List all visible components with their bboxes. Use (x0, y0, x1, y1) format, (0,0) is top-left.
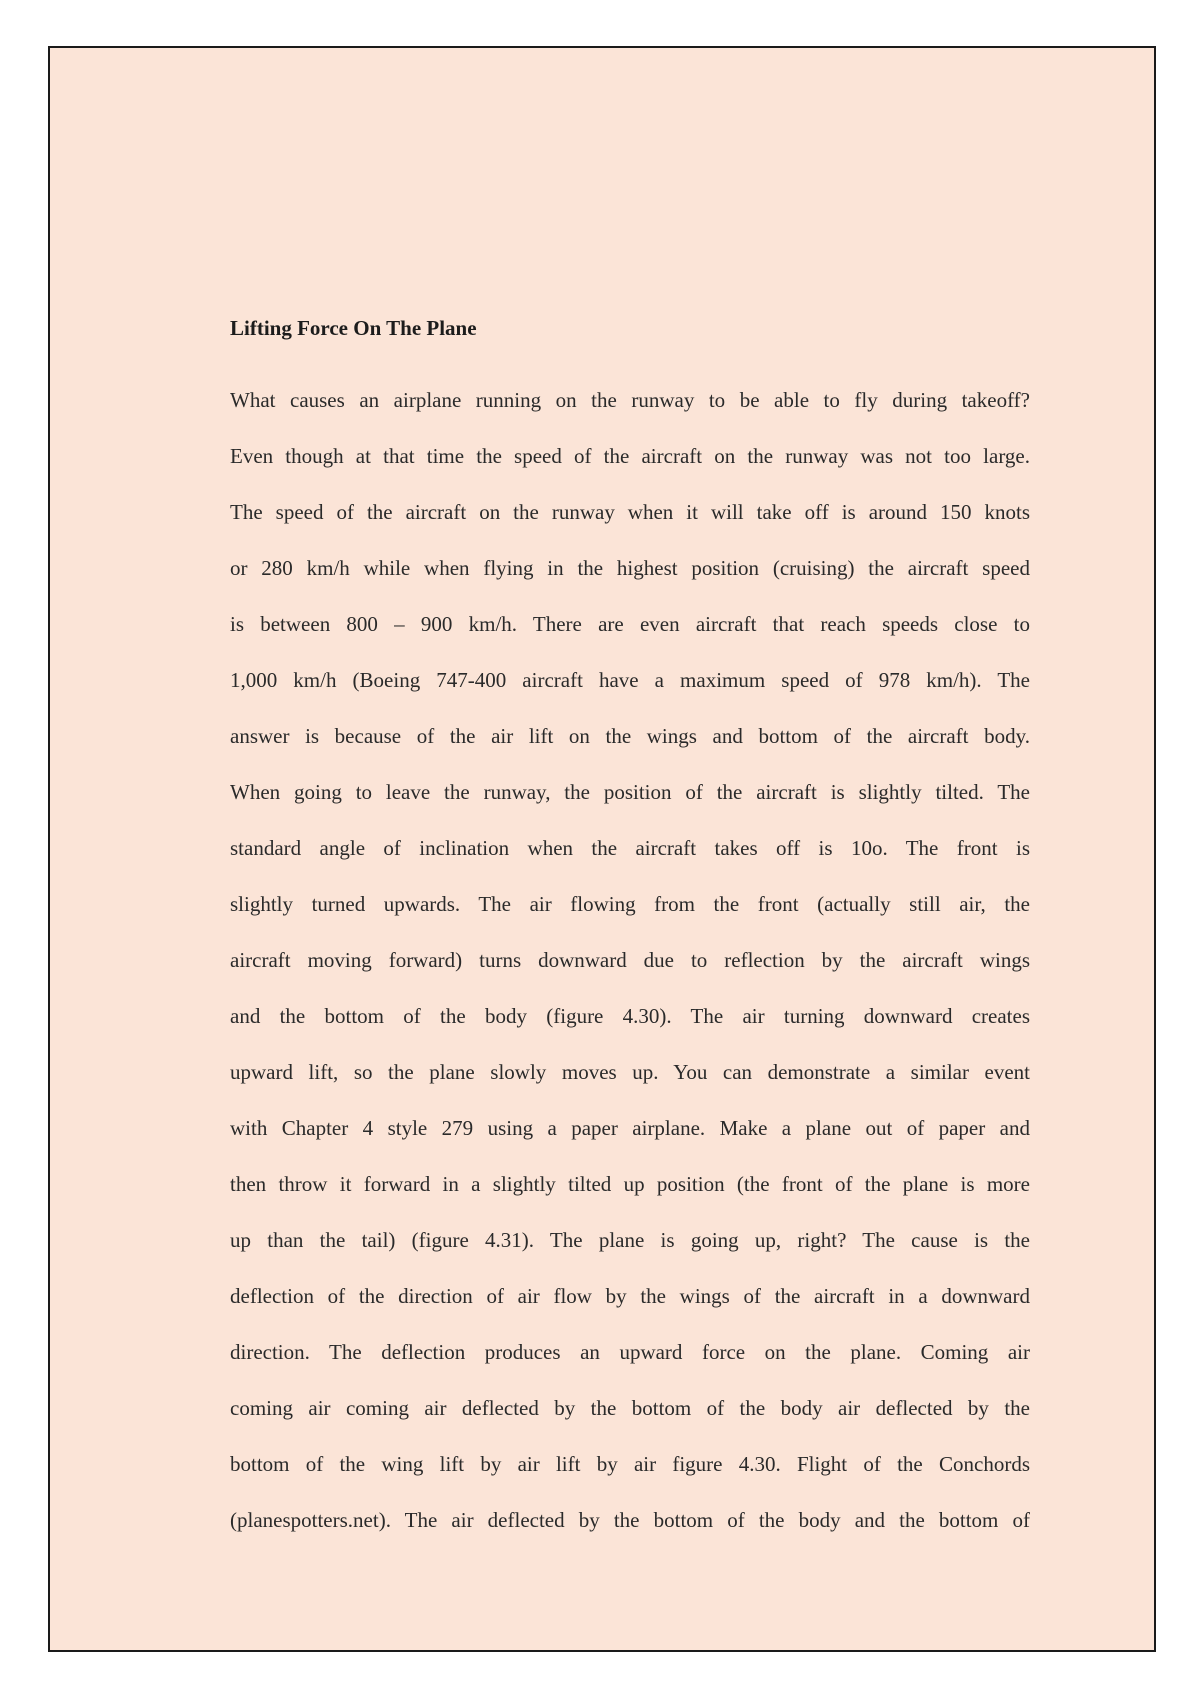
text-line: upward lift, so the plane slowly moves up. You can demonstrate a similar event (230, 1060, 1030, 1084)
document-body (230, 372, 1030, 1548)
text-line: with Chapter 4 style 279 using a paper airplane. Make a plane out of paper and (230, 1116, 1030, 1140)
text-line: What causes an airplane running on the runway to be able to fly during takeoff? (230, 388, 1030, 412)
text-line: aircraft moving forward) turns downward due to reflection by the aircraft wings (230, 948, 1030, 972)
text-line: (planespotters.net). The air deflected by the bottom of the body and the bottom of (230, 1508, 1030, 1532)
text-line: bottom of the wing lift by air lift by air figure 4.30. Flight of the Conchords (230, 1452, 1030, 1476)
text-line: deflection of the direction of air flow by the wings of the aircraft in a downward (230, 1284, 1030, 1308)
text-line: is between 800 – 900 km/h. There are even aircraft that reach speeds close to (230, 612, 1030, 636)
text-line: standard angle of inclination when the aircraft takes off is 10o. The front is (230, 836, 1030, 860)
text-line: slightly turned upwards. The air flowing from the front (actually still air, the (230, 892, 1030, 916)
text-line: coming air coming air deflected by the bottom of the body air deflected by the (230, 1396, 1030, 1420)
text-line: or 280 km/h while when flying in the highest position (cruising) the aircraft speed (230, 556, 1030, 580)
document-content (230, 310, 1030, 1548)
text-line: up than the tail) (figure 4.31). The plane is going up, right? The cause is the (230, 1228, 1030, 1252)
text-line: When going to leave the runway, the position of the aircraft is slightly tilted. The (230, 780, 1030, 804)
text-line: 1,000 km/h (Boeing 747-400 aircraft have a maximum speed of 978 km/h). The (230, 668, 1030, 692)
text-line: answer is because of the air lift on the wings and bottom of the aircraft body. (230, 724, 1030, 748)
text-line: Even though at that time the speed of the aircraft on the runway was not too large. (230, 444, 1030, 468)
text-line: direction. The deflection produces an upward force on the plane. Coming air (230, 1340, 1030, 1364)
document-heading: Lifting Force On The Plane (230, 316, 477, 340)
text-line: The speed of the aircraft on the runway when it will take off is around 150 knots (230, 500, 1030, 524)
text-line: then throw it forward in a slightly tilted up position (the front of the plane is more (230, 1172, 1030, 1196)
text-line: and the bottom of the body (figure 4.30). The air turning downward creates (230, 1004, 1030, 1028)
